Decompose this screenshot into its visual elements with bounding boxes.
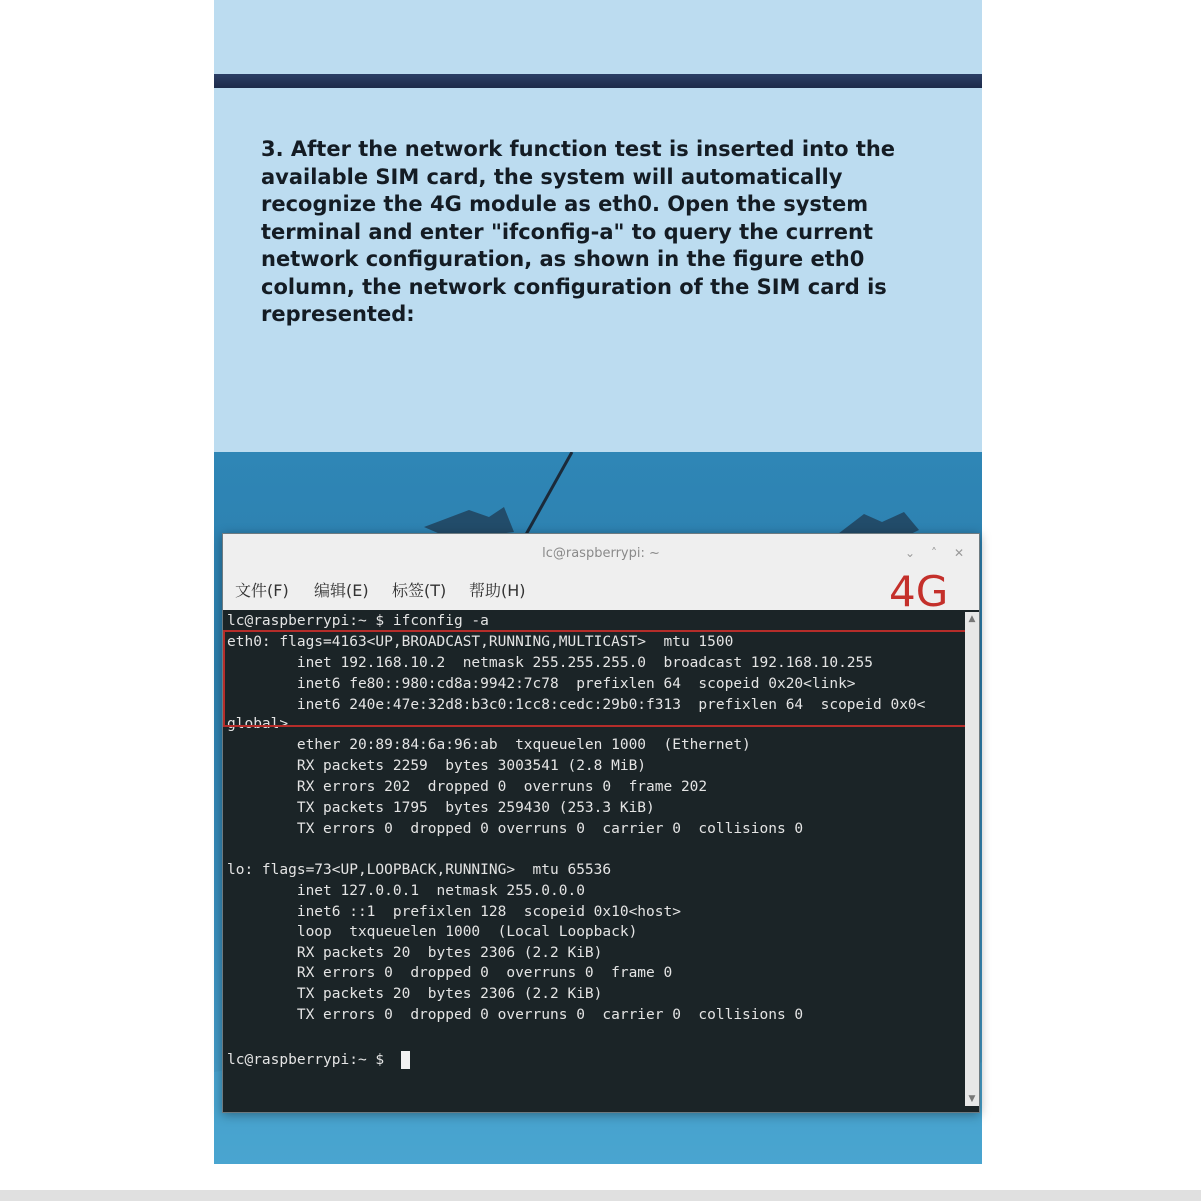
text-cursor (401, 1051, 410, 1069)
terminal-scrollbar[interactable] (965, 612, 979, 1106)
maximize-icon[interactable]: ˄ (931, 546, 937, 560)
terminal-line: RX packets 20 bytes 2306 (2.2 KiB) (227, 945, 603, 961)
menu-help[interactable]: 帮助(H) (469, 581, 526, 600)
window-title: lc@raspberrypi: ~ (542, 546, 660, 561)
window-titlebar[interactable] (223, 534, 979, 574)
close-icon[interactable]: ✕ (953, 546, 965, 560)
4g-badge: 4G (889, 567, 949, 616)
terminal-line: inet6 fe80::980:cd8a:9942:7c78 prefixlen 64 scopeid 0x20<link> (227, 676, 856, 692)
terminal-line: TX errors 0 dropped 0 overruns 0 carrier 0 collisions 0 (227, 821, 804, 837)
terminal-line: TX packets 20 bytes 2306 (2.2 KiB) (227, 986, 603, 1002)
menu-edit[interactable]: 编辑(E) (314, 581, 369, 600)
scroll-down-icon[interactable]: ▼ (968, 1094, 976, 1104)
bottom-edge-strip (0, 1190, 1201, 1201)
menu-tabs[interactable]: 标签(T) (392, 581, 447, 600)
terminal-line: TX errors 0 dropped 0 overruns 0 carrier 0 collisions 0 (227, 1007, 804, 1023)
terminal-line: TX packets 1795 bytes 259430 (253.3 KiB) (227, 800, 655, 816)
terminal-line: RX errors 0 dropped 0 overruns 0 frame 0 (227, 965, 673, 981)
terminal-output[interactable] (223, 612, 963, 1106)
terminal-line: eth0: flags=4163<UP,BROADCAST,RUNNING,MULTICAST> mtu 1500 (227, 634, 734, 650)
terminal-line: loop txqueuelen 1000 (Local Loopback) (227, 924, 638, 940)
terminal-line: lo: flags=73<UP,LOOPBACK,RUNNING> mtu 65536 (227, 862, 612, 878)
terminal-line: inet6 ::1 prefixlen 128 scopeid 0x10<host> (227, 904, 681, 920)
terminal-line: inet 127.0.0.1 netmask 255.0.0.0 (227, 883, 585, 899)
minimize-icon[interactable]: ⌄ (904, 546, 916, 560)
terminal-line: RX errors 202 dropped 0 overruns 0 frame 202 (227, 779, 708, 795)
terminal-line: RX packets 2259 bytes 3003541 (2.8 MiB) (227, 758, 647, 774)
terminal-line: inet 192.168.10.2 netmask 255.255.255.0 broadcast 192.168.10.255 (227, 655, 874, 671)
menu-file[interactable]: 文件(F) (235, 581, 289, 600)
eth0-highlight-box (223, 630, 975, 727)
terminal-line: inet6 240e:47e:32d8:b3c0:1cc8:cedc:29b0:f313 prefixlen 64 scopeid 0x0< (227, 697, 926, 713)
instruction-paragraph: 3. After the network function test is inserted into the available SIM card, the system will automatically recognize the 4G module as eth0. Open the system terminal and enter "ifconfig-a" to query the current network configuration, as shown in the figure eth0 column, the network configuration of the SIM card is represented: (261, 137, 896, 326)
top-banner-strip (214, 74, 982, 88)
terminal-prompt: lc@raspberrypi:~ $ (227, 1052, 393, 1068)
terminal-window[interactable] (222, 533, 980, 1113)
terminal-line: ether 20:89:84:6a:96:ab txqueuelen 1000 (Ethernet) (227, 737, 751, 753)
scroll-up-icon[interactable]: ▲ (968, 614, 976, 624)
terminal-line: global> (227, 716, 289, 732)
terminal-line: lc@raspberrypi:~ $ ifconfig -a (227, 613, 489, 629)
